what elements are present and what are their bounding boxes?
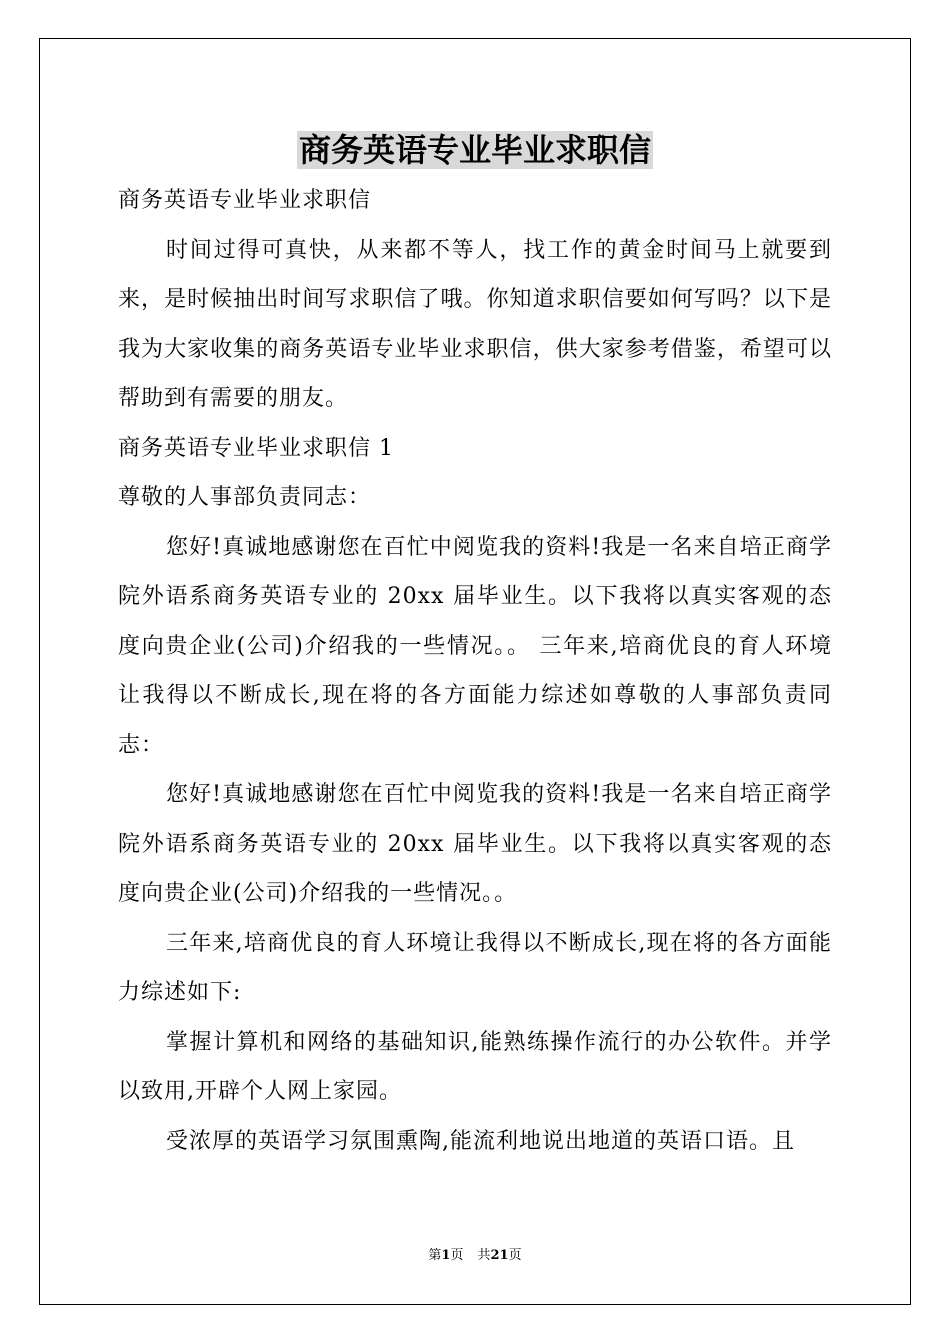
page-suffix: 页: [450, 1248, 464, 1263]
document-title-text: 商务英语专业毕业求职信: [298, 131, 651, 169]
paragraph: 您好!真诚地感谢您在百忙中阅览我的资料!我是一名来自培正商学院外语系商务英语专业的 20xx 届毕业生。以下我将以真实客观的态度向贵企业(公司)介绍我的一些情况。。 三年来,培商优良的育人环境让我得以不断成长,现在将的各方面能力综述如尊敬的人事部负责同志：: [118, 534, 832, 758]
paragraph: 受浓厚的英语学习氛围熏陶,能流利地说出地道的英语口语。且: [166, 1128, 795, 1154]
paragraph: 商务英语专业毕业求职信: [118, 188, 372, 213]
paragraph: 掌握计算机和网络的基础知识,能熟练操作流行的办公软件。并学以致用,开辟个人网上家园。: [118, 1029, 832, 1104]
document-title: [0, 124, 950, 176]
page-prefix: 第: [428, 1248, 442, 1263]
page-current: 1: [441, 1248, 451, 1263]
paragraph: 尊敬的人事部负责同志：: [118, 485, 372, 510]
paragraph: 商务英语专业毕业求职信 1: [118, 435, 394, 461]
total-suffix: 页: [508, 1248, 522, 1263]
document-body: [118, 176, 832, 1166]
paragraph: 时间过得可真快，从来都不等人，找工作的黄金时间马上就要到来，是时候抽出时间写求职信了哦。你知道求职信要如何写吗？以下是我为大家收集的商务英语专业毕业求职信，供大家参考借鉴，希望可以帮助到有需要的朋友。: [118, 237, 832, 411]
page-total: 21: [490, 1248, 509, 1263]
page-footer: [0, 1246, 950, 1266]
paragraph: 三年来,培商优良的育人环境让我得以不断成长,现在将的各方面能力综述如下:: [118, 930, 832, 1005]
total-prefix: 共: [477, 1248, 491, 1263]
paragraph: 您好!真诚地感谢您在百忙中阅览我的资料!我是一名来自培正商学院外语系商务英语专业的 20xx 届毕业生。以下我将以真实客观的态度向贵企业(公司)介绍我的一些情况。。: [118, 782, 832, 906]
